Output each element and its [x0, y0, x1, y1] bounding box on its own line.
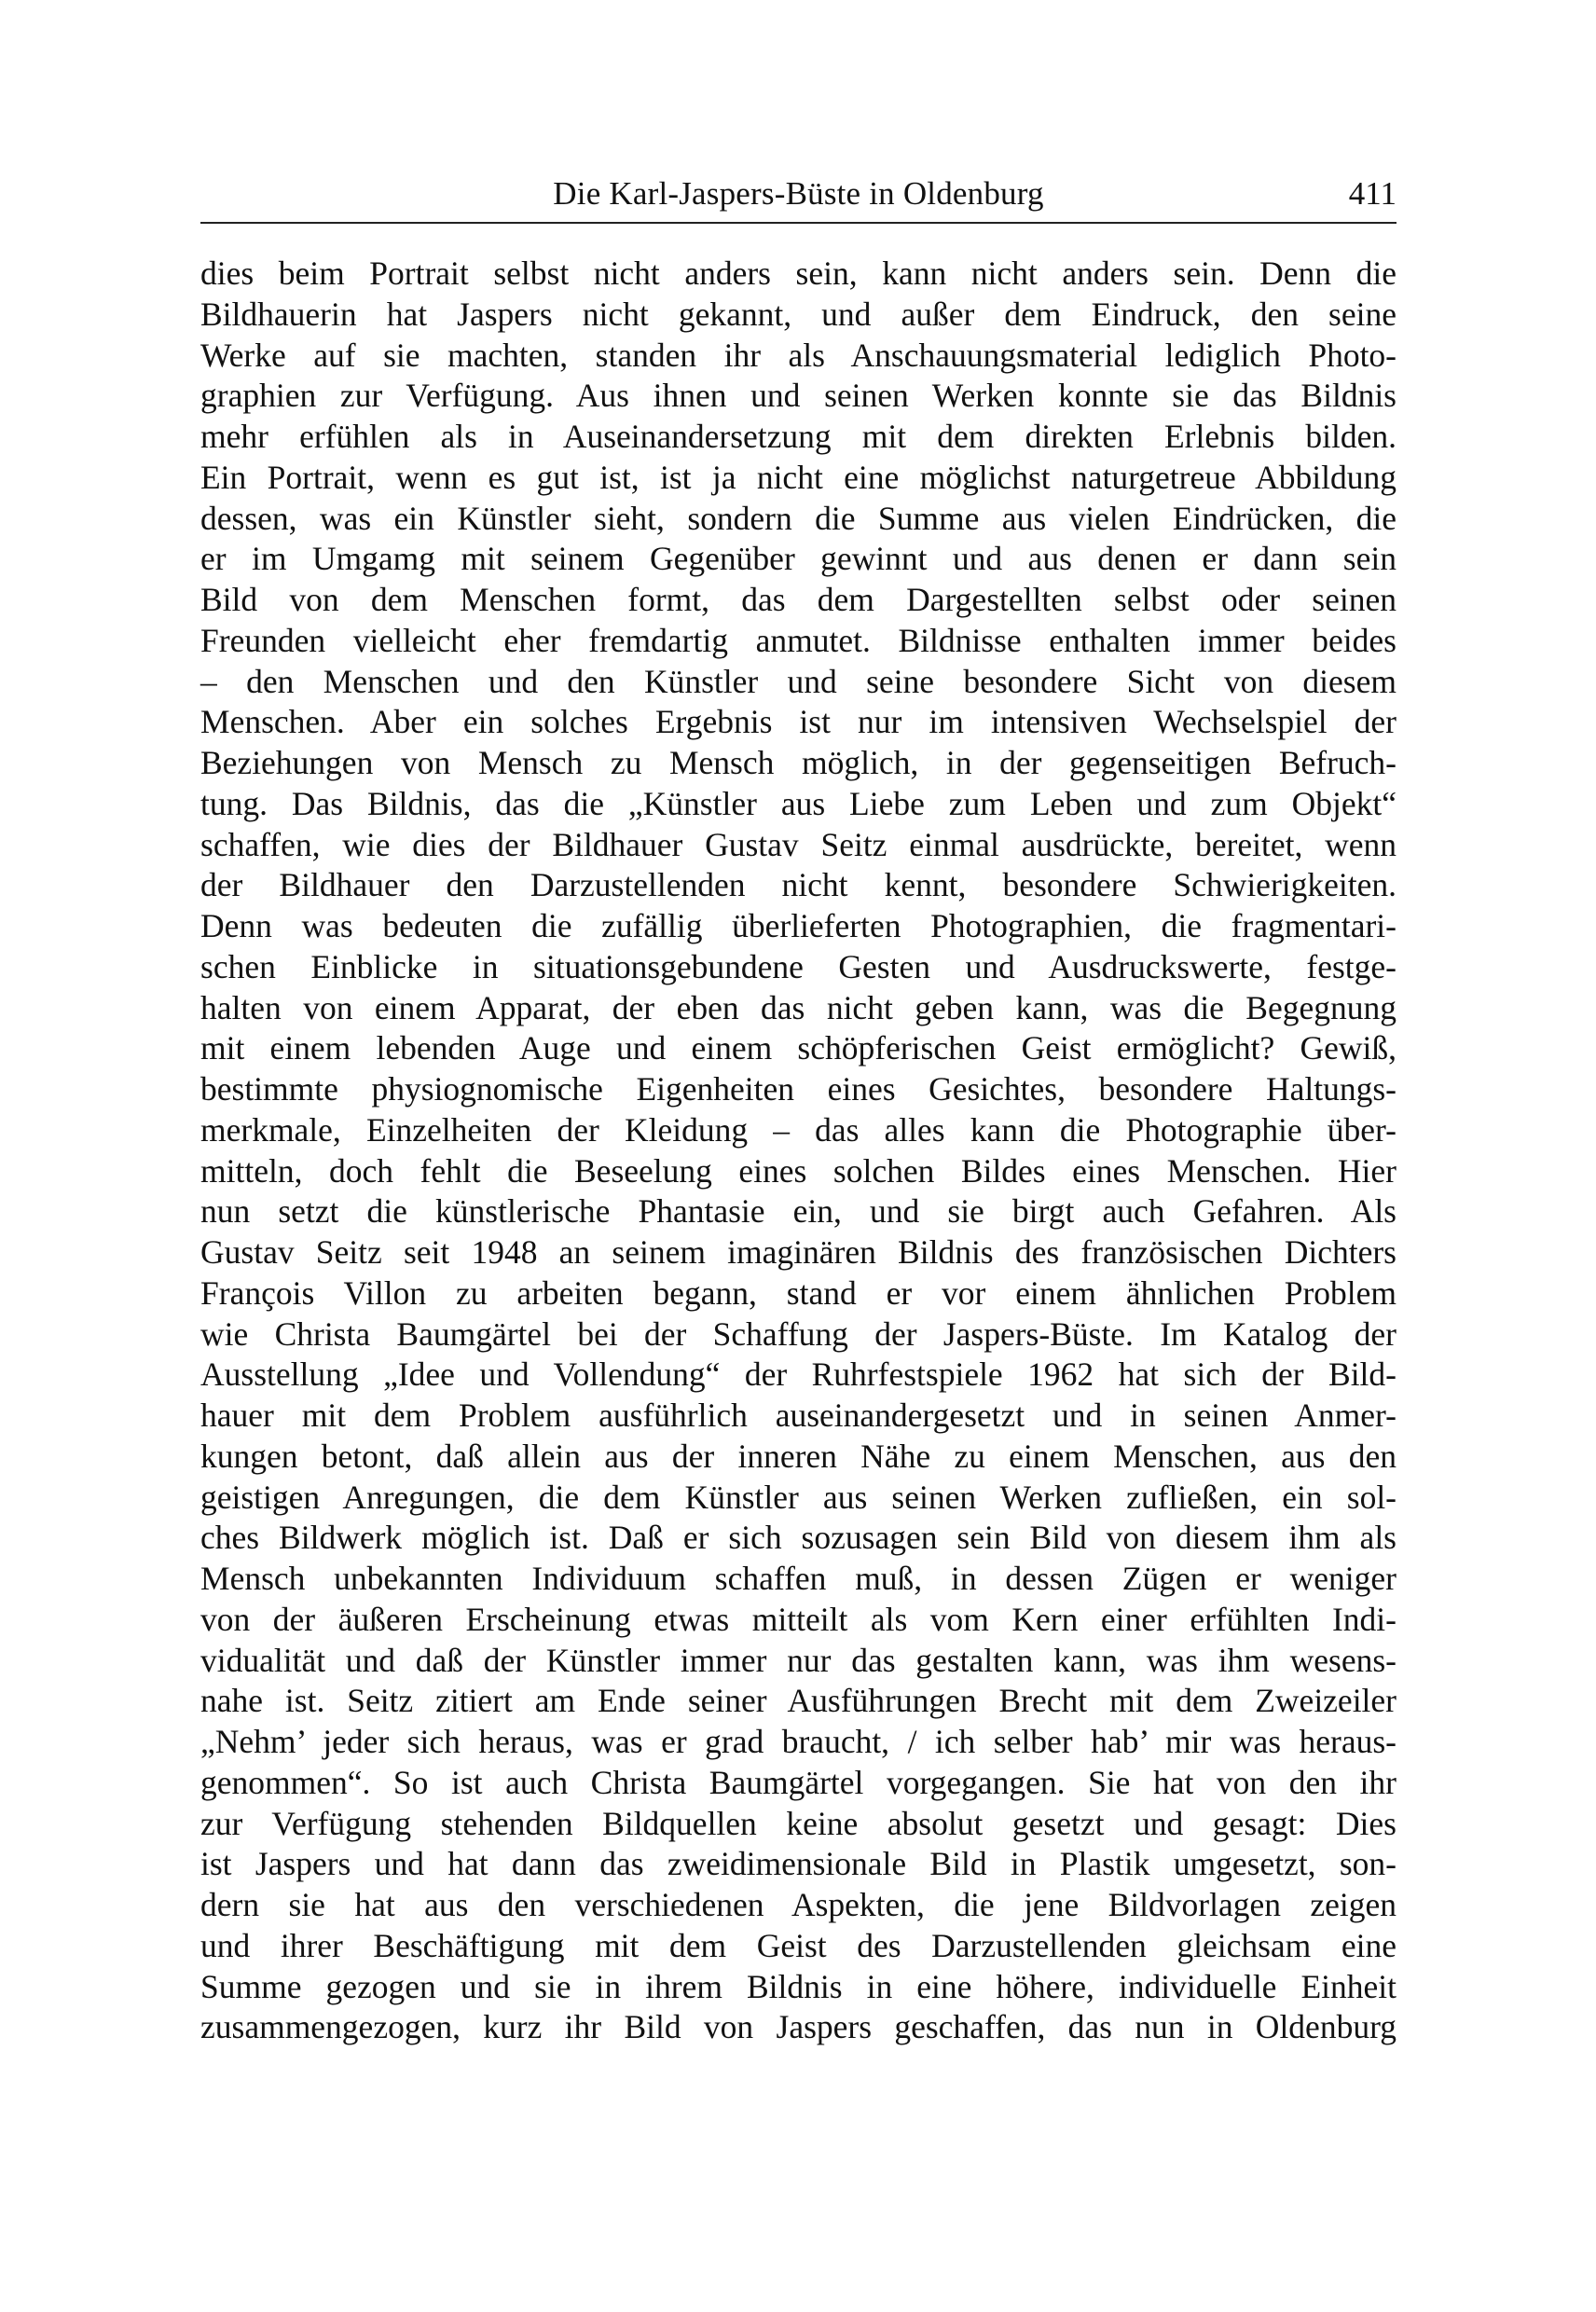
text-line: von der äußeren Erscheinung etwas mitteilt als vom Kern einer erfühlten Indi- [200, 1600, 1396, 1638]
text-line: schaffen, wie dies der Bildhauer Gustav Seitz einmal ausdrückte, bereitet, wenn [200, 825, 1396, 863]
text-line: mit einem lebenden Auge und einem schöpferischen Geist ermöglicht? Gewiß, [200, 1029, 1396, 1067]
text-line: wie Christa Baumgärtel bei der Schaffung der Jaspers-Büste. Im Katalog der [200, 1314, 1396, 1353]
text-line: zusammengezogen, kurz ihr Bild von Jaspers geschaffen, das nun in Oldenburg [200, 2008, 1396, 2046]
text-line: zur Verfügung stehenden Bildquellen keine absolut gesetzt und gesagt: Dies [200, 1804, 1396, 1842]
running-header [200, 170, 1396, 218]
text-line: François Villon zu arbeiten begann, stand er vor einem ähnlichen Problem [200, 1273, 1396, 1312]
text-line: – den Menschen und den Künstler und seine besondere Sicht von diesem [200, 662, 1396, 700]
text-line: dern sie hat aus den verschiedenen Aspekten, die jene Bildvorlagen zeigen [200, 1886, 1396, 1923]
text-line: ist Jaspers und hat dann das zweidimensionale Bild in Plastik umgesetzt, son- [200, 1845, 1396, 1883]
page-number: 411 [1348, 175, 1396, 212]
text-line: schen Einblicke in situationsgebundene Gesten und Ausdruckswerte, festge- [200, 947, 1396, 985]
text-line: dies beim Portrait selbst nicht anders sein, kann nicht anders sein. Denn die [200, 255, 1396, 292]
text-line: nun setzt die künstlerische Phantasie ein, und sie birgt auch Gefahren. Als [200, 1192, 1396, 1231]
text-line: Denn was bedeuten die zufällig überlieferten Photographien, die fragmentari- [200, 907, 1396, 944]
text-line: genommen“. So ist auch Christa Baumgärtel vorgegangen. Sie hat von den ihr [200, 1763, 1396, 1801]
text-line: Gustav Seitz seit 1948 an seinem imaginären Bildnis des französischen Dichters [200, 1233, 1396, 1271]
text-line: Summe gezogen und sie in ihrem Bildnis in eine höhere, individuelle Einheit [200, 1967, 1396, 2005]
text-line: geistigen Anregungen, die dem Künstler aus seinen Werken zufließen, ein sol- [200, 1478, 1396, 1516]
text-line: Beziehungen von Mensch zu Mensch möglich, in der gegenseitigen Befruch- [200, 744, 1396, 781]
text-line: hauer mit dem Problem ausführlich auseinandergesetzt und in seinen Anmer- [200, 1397, 1396, 1434]
text-line: Mensch unbekannten Individuum schaffen muß, in dessen Zügen er weniger [200, 1560, 1396, 1597]
text-line: der Bildhauer den Darzustellenden nicht kennt, besondere Schwierigkeiten. [200, 866, 1396, 904]
text-line: Bildhauerin hat Jaspers nicht gekannt, und außer dem Eindruck, den seine [200, 295, 1396, 333]
text-line: „Nehm’ jeder sich heraus, was er grad braucht, / ich selber hab’ mir was heraus- [200, 1723, 1396, 1760]
text-line: kungen betont, daß allein aus der inneren Nähe zu einem Menschen, aus den [200, 1437, 1396, 1475]
text-line: Bild von dem Menschen formt, das dem Dargestellten selbst oder seinen [200, 581, 1396, 618]
running-title: Die Karl-Jaspers-Büste in Oldenburg [553, 175, 1044, 212]
text-line: er im Umgamg mit seinem Gegenüber gewinnt und aus denen er dann sein [200, 540, 1396, 578]
text-line: halten von einem Apparat, der eben das nicht geben kann, was die Begegnung [200, 988, 1396, 1026]
text-line: Ein Portrait, wenn es gut ist, ist ja nicht eine möglichst naturgetreue Abbildung [200, 458, 1396, 496]
text-line: dessen, was ein Künstler sieht, sondern die Summe aus vielen Eindrücken, die [200, 499, 1396, 537]
text-line: nahe ist. Seitz zitiert am Ende seiner Ausführungen Brecht mit dem Zweizeiler [200, 1682, 1396, 1720]
text-line: Freunden vielleicht eher fremdartig anmutet. Bildnisse enthalten immer beides [200, 621, 1396, 659]
text-line: Menschen. Aber ein solches Ergebnis ist nur im intensiven Wechselspiel der [200, 703, 1396, 741]
body-text [200, 254, 1396, 2048]
text-line: vidualität und daß der Künstler immer nur das gestalten kann, was ihm wesens- [200, 1641, 1396, 1679]
text-line: tung. Das Bildnis, das die „Künstler aus Liebe zum Leben und zum Objekt“ [200, 784, 1396, 822]
text-line: bestimmte physiognomische Eigenheiten eines Gesichtes, besondere Haltungs- [200, 1070, 1396, 1108]
text-line: Werke auf sie machten, standen ihr als Anschauungsmaterial lediglich Photo- [200, 336, 1396, 374]
text-line: graphien zur Verfügung. Aus ihnen und seinen Werken konnte sie das Bildnis [200, 377, 1396, 415]
text-line: Ausstellung „Idee und Vollendung“ der Ruhrfestspiele 1962 hat sich der Bild- [200, 1356, 1396, 1394]
text-line: und ihrer Beschäftigung mit dem Geist des Darzustellenden gleichsam eine [200, 1926, 1396, 1964]
header-rule [200, 222, 1396, 224]
text-line: ches Bildwerk möglich ist. Daß er sich sozusagen sein Bild von diesem ihm als [200, 1519, 1396, 1557]
text-line: merkmale, Einzelheiten der Kleidung – das alles kann die Photographie über- [200, 1110, 1396, 1149]
text-line: mitteln, doch fehlt die Beseelung eines solchen Bildes eines Menschen. Hier [200, 1151, 1396, 1190]
text-line: mehr erfühlen als in Auseinandersetzung mit dem direkten Erlebnis bilden. [200, 418, 1396, 455]
